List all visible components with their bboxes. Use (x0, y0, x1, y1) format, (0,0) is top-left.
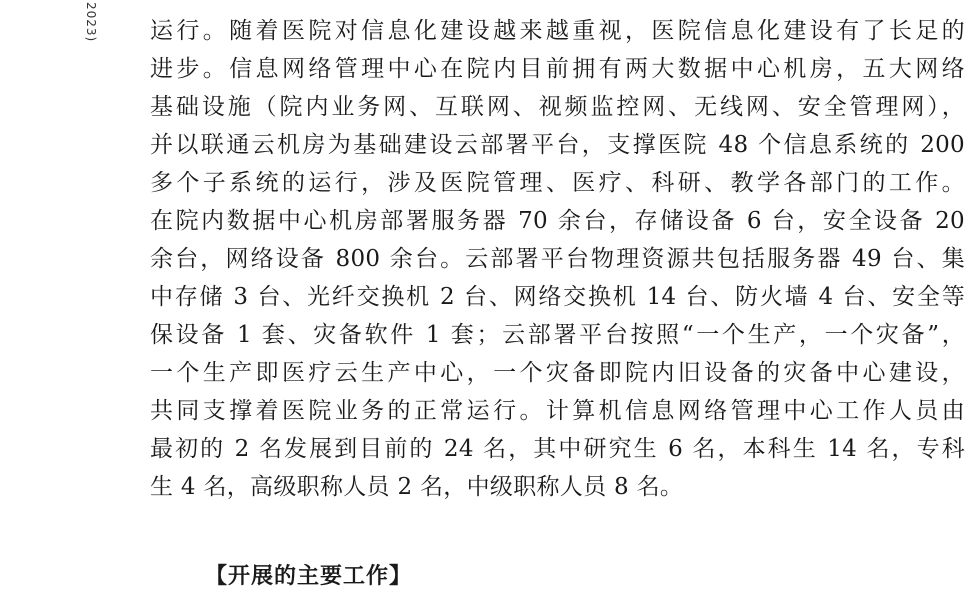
paragraph-line: 进步。信息网络管理中心在院内目前拥有两大数据中心机房，五大网络 (150, 56, 965, 82)
paragraph-line: 运行。随着医院对信息化建设越来越重视，医院信息化建设有了长足的 (150, 18, 965, 44)
paragraph-line: 多个子系统的运行，涉及医院管理、医疗、科研、教学各部门的工作。 (150, 170, 965, 196)
paragraph-line: 最初的 2 名发展到目前的 24 名，其中研究生 6 名，本科生 14 名，专科 (150, 436, 965, 462)
paragraph-line: 基础设施（院内业务网、互联网、视频监控网、无线网、安全管理网）， (150, 94, 965, 120)
paragraph-line: 生 4 名，高级职称人员 2 名，中级职称人员 8 名。 (150, 474, 684, 500)
body-paragraph (150, 12, 965, 506)
paragraph-line: 余台，网络设备 800 余台。云部署平台物理资源共包括服务器 49 台、集 (150, 246, 965, 272)
clipped-previous-line (150, 0, 965, 1)
paragraph-line: 中存储 3 台、光纤交换机 2 台、网络交换机 14 台、防火墙 4 台、安全等 (150, 284, 965, 310)
running-header-year: 2023) (84, 2, 98, 43)
paragraph-line: 在院内数据中心机房部署服务器 70 余台，存储设备 6 台，安全设备 20 (150, 208, 965, 234)
paragraph-line: 一个生产即医疗云生产中心，一个灾备即院内旧设备的灾备中心建设， (150, 360, 965, 386)
section-heading: 【开展的主要工作】 (205, 564, 413, 589)
paragraph-line: 保设备 1 套、灾备软件 1 套；云部署平台按照“一个生产，一个灾备”， (150, 322, 965, 348)
paragraph-line: 并以联通云机房为基础建设云部署平台，支撑医院 48 个信息系统的 200 (150, 132, 965, 158)
paragraph-line: 共同支撑着医院业务的正常运行。计算机信息网络管理中心工作人员由 (150, 398, 965, 424)
